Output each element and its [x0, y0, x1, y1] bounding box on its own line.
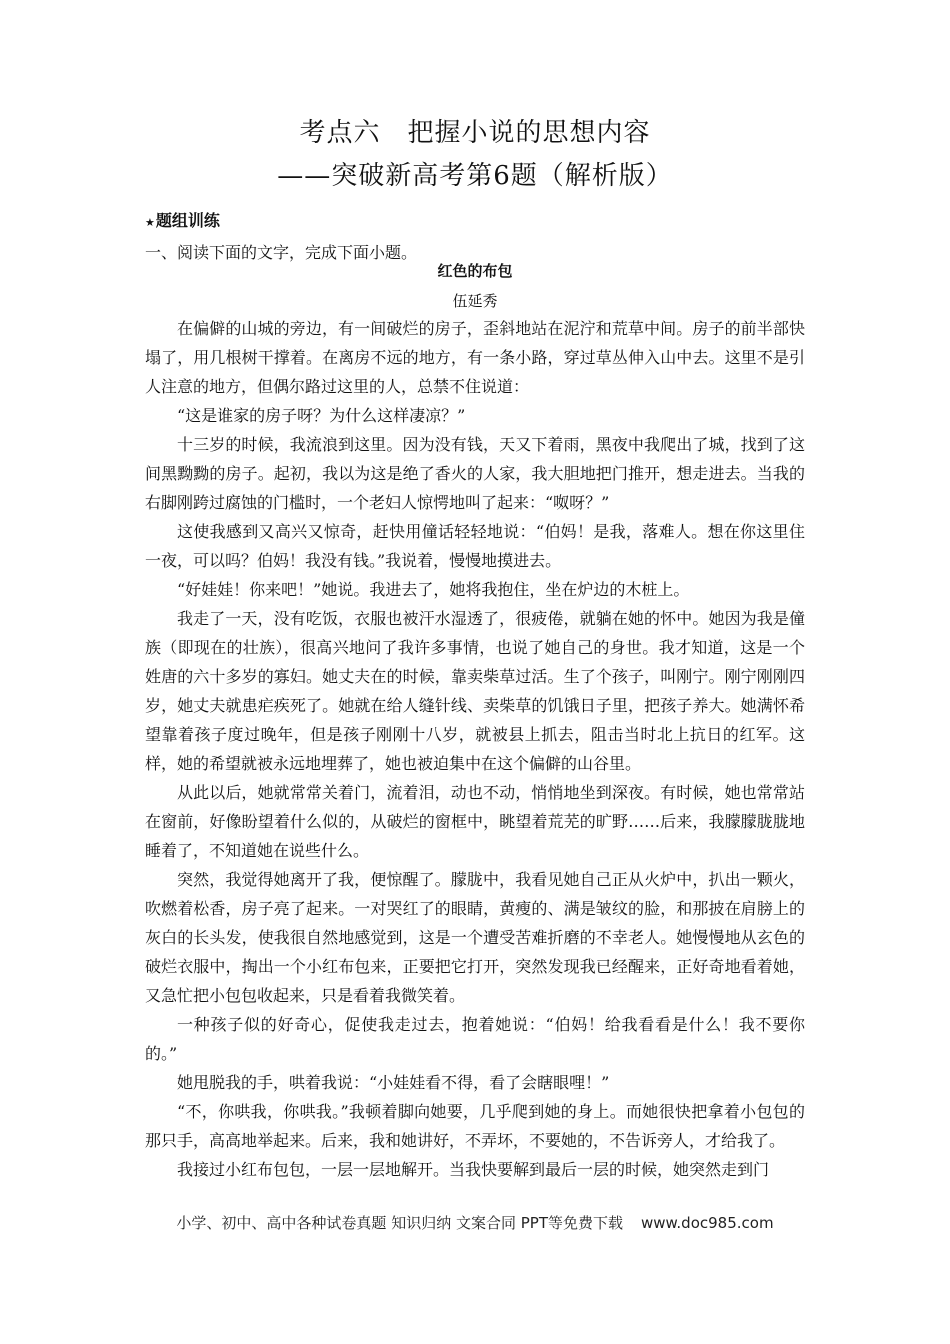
- story-title: 红色的布包: [437, 262, 513, 280]
- section-heading: [145, 208, 220, 231]
- footer-site-link[interactable]: www.doc985.com: [640, 1214, 774, 1232]
- story-paragraph: “这是谁家的房子呀？为什么这样凄凉？”: [177, 406, 466, 425]
- story-paragraph: “好娃娃！你来吧！”她说。我进去了，她将我抱住，坐在炉边的木桩上。: [177, 580, 690, 599]
- star-icon: ★: [145, 216, 155, 229]
- page-title: 考点六 把握小说的思想内容: [299, 118, 651, 148]
- story-paragraph: 突然，我觉得她离开了我，便惊醒了。朦胧中，我看见她自己正从火炉中，扒出一颗火，吹燃着松香，房子亮了起来。一对哭红了的眼睛，黄瘦的、满是皱纹的脸，和那披在肩膀上的灰白的长头发，使我很自然地感觉到，这是一个遭受苦难折磨的不幸老人。她慢慢地从玄色的破烂衣服中，掏出一个小红布包来，正要把它打开，突然发现我已经醒来，正好奇地看着她，又急忙把小包包收起来，只是看着我微笑着。: [145, 870, 805, 1005]
- question-prompt: 一、阅读下面的文字，完成下面小题。: [145, 243, 418, 262]
- story-paragraph: 她甩脱我的手，哄着我说：“小娃娃看不得，看了会瞎眼哩！”: [177, 1073, 610, 1092]
- footer-text: 小学、初中、高中各种试卷真题 知识归纳 文案合同 PPT等免费下载: [176, 1214, 623, 1232]
- section-label: 题组训练: [155, 211, 220, 230]
- story-paragraph: 我接过小红布包包，一层一层地解开。当我快要解到最后一层的时候，她突然走到门: [177, 1160, 770, 1179]
- story-body: [145, 314, 805, 1184]
- page-subtitle: ——突破新高考第6题（解析版）: [277, 161, 673, 191]
- story-paragraph: “不，你哄我，你哄我。”我顿着脚向她要，几乎爬到她的身上。而她很快把拿着小包包的那只手，高高地举起来。后来，我和她讲好，不弄坏，不要她的，不告诉旁人，才给我了。: [145, 1102, 805, 1150]
- story-paragraph: 一种孩子似的好奇心，促使我走过去，抱着她说：“伯妈！给我看看是什么！我不要你的。”: [145, 1015, 805, 1063]
- page-footer: [0, 1212, 950, 1233]
- story-paragraph: 这使我感到又高兴又惊奇，赶快用僮话轻轻地说：“伯妈！是我，落难人。想在你这里住一夜，可以吗？伯妈！我没有钱。”我说着，慢慢地摸进去。: [145, 522, 805, 570]
- story-paragraph: 在偏僻的山城的旁边，有一间破烂的房子，歪斜地站在泥泞和荒草中间。房子的前半部快塌了，用几根树干撑着。在离房不远的地方，有一条小路，穿过草丛伸入山中去。这里不是引人注意的地方，但偶尔路过这里的人，总禁不住说道：: [145, 319, 805, 396]
- story-author: 伍延秀: [452, 292, 498, 310]
- story-paragraph: 从此以后，她就常常关着门，流着泪，动也不动，悄悄地坐到深夜。有时候，她也常常站在窗前，好像盼望着什么似的，从破烂的窗框中，眺望着荒芜的旷野……后来，我朦朦胧胧地睡着了，不知道她在说些什么。: [145, 783, 805, 860]
- story-paragraph: 我走了一天，没有吃饭，衣服也被汗水湿透了，很疲倦，就躺在她的怀中。她因为我是僮族（即现在的壮族），很高兴地问了我许多事情，也说了她自己的身世。我才知道，这是一个姓唐的六十多岁的寡妇。她丈夫在的时候，靠卖柴草过活。生了个孩子，叫刚宁。刚宁刚刚四岁，她丈夫就患疟疾死了。她就在给人缝针线、卖柴草的饥饿日子里，把孩子养大。她满怀希望靠着孩子度过晚年，但是孩子刚刚十八岁，就被县上抓去，阻击当时北上抗日的红军。这样，她的希望就被永远地埋葬了，她也被迫集中在这个偏僻的山谷里。: [145, 609, 805, 773]
- story-paragraph: 十三岁的时候，我流浪到这里。因为没有钱，天又下着雨，黑夜中我爬出了城，找到了这间黑黝黝的房子。起初，我以为这是绝了香火的人家，我大胆地把门推开，想走进去。当我的右脚刚跨过腐蚀的门槛时，一个老妇人惊愕地叫了起来：“呶呀？”: [145, 435, 805, 512]
